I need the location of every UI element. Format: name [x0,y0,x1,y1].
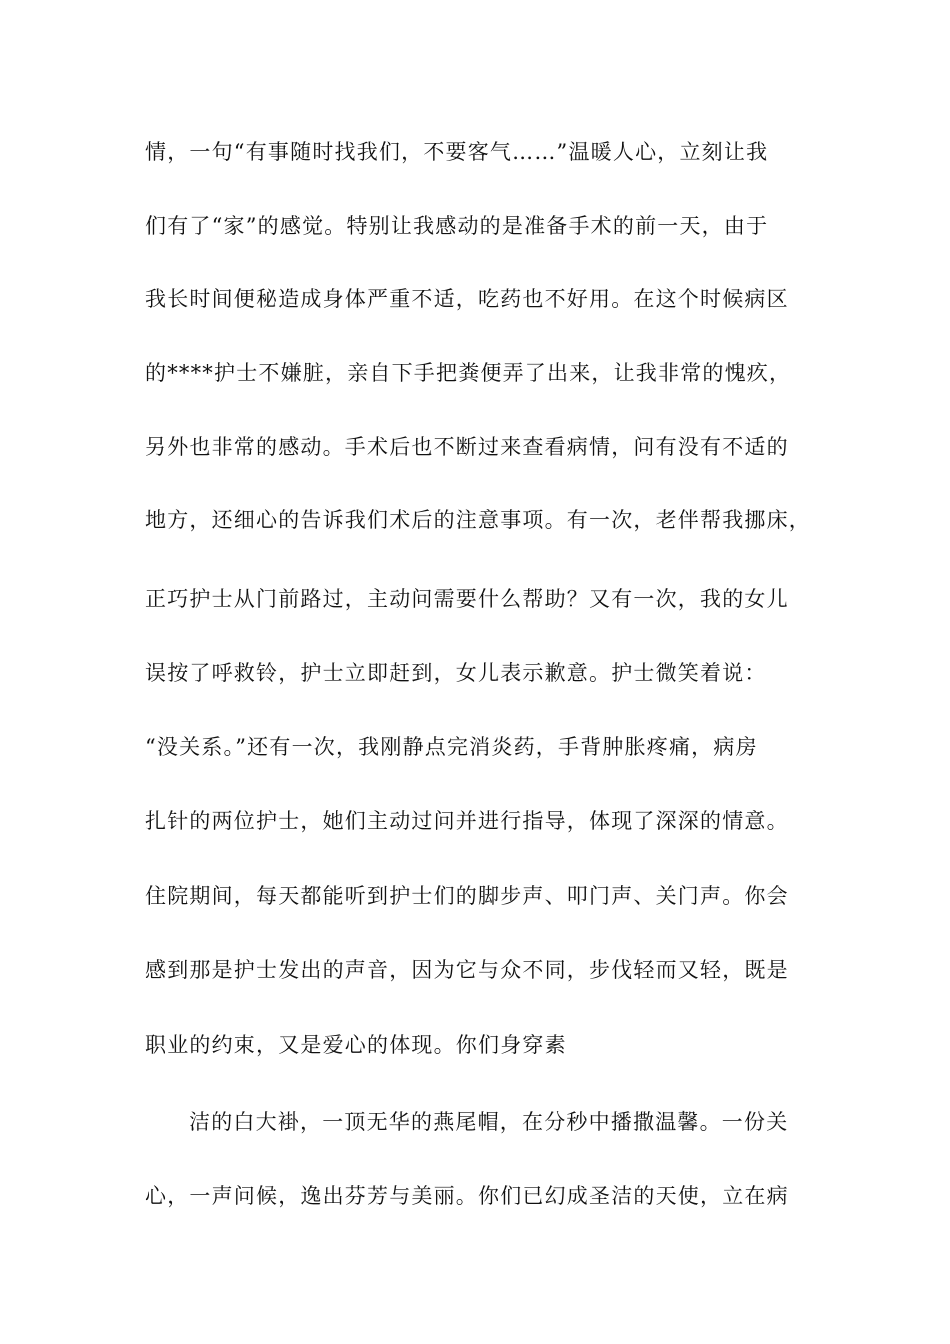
text-line-11: 住院期间，每天都能听到护士们的脚步声、叩门声、关门声。你会 [145,884,789,908]
text-line-12: 感到那是护士发出的声音，因为它与众不同，步伐轻而又轻，既是 [145,958,789,982]
text-line-5: 另外也非常的感动。手术后也不断过来查看病情，问有没有不适的 [145,435,789,459]
text-line-1: 情，一句“有事随时找我们，不要客气……”温暖人心，立刻让我 [145,140,769,164]
text-line-8: 误按了呼救铃，护士立即赶到，女儿表示歉意。护士微笑着说： [145,661,767,685]
text-line-10: 扎针的两位护士，她们主动过问并进行指导，体现了深深的情意。 [145,809,789,833]
text-line-13: 职业的约束，又是爱心的体现。你们身穿素 [145,1033,567,1057]
text-line-14: 洁的白大褂，一顶无华的燕尾帽，在分秒中播撒温馨。一份关 [189,1110,789,1134]
text-line-4: 的****护士不嫌脏，亲自下手把粪便弄了出来，让我非常的愧疚， [145,361,792,385]
text-line-9: “没关系。”还有一次，我刚静点完消炎药，手背肿胀疼痛，病房 [145,735,758,759]
text-line-7: 正巧护士从门前路过，主动问需要什么帮助？又有一次，我的女儿 [145,587,789,611]
text-line-3: 我长时间便秘造成身体严重不适，吃药也不好用。在这个时候病区 [145,287,789,311]
text-line-15: 心，一声问候，逸出芬芳与美丽。你们已幻成圣洁的天使，立在病 [145,1184,789,1208]
text-line-6: 地方，还细心的告诉我们术后的注意事项。有一次，老伴帮我挪床， [145,508,811,532]
text-line-2: 们有了“家”的感觉。特别让我感动的是准备手术的前一天，由于 [145,214,769,238]
